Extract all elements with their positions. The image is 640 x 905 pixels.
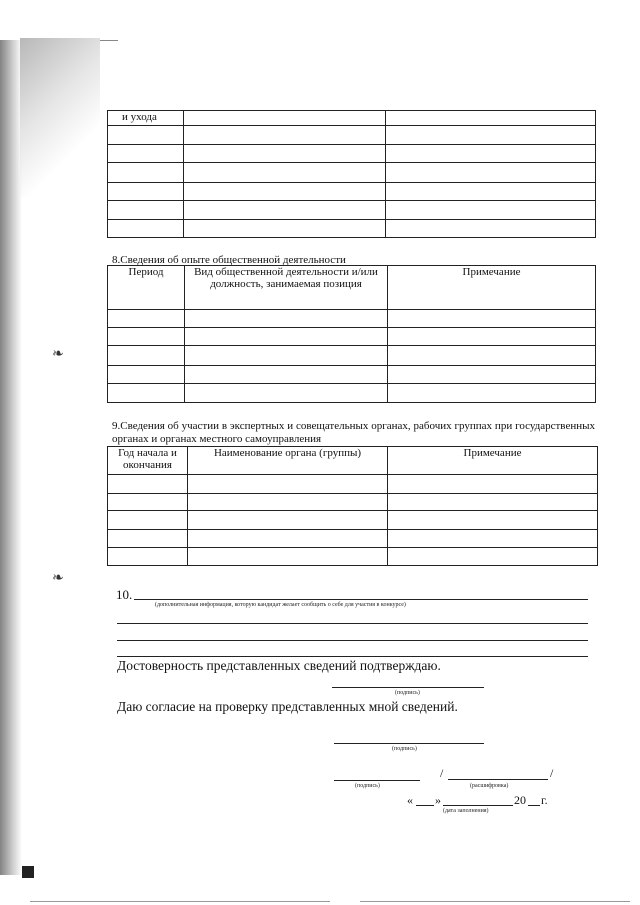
section-10-number: 10. [116, 587, 133, 602]
transcript-line [448, 779, 548, 780]
table-row [108, 548, 598, 566]
transcript-slash-end: / [550, 766, 554, 780]
section-9-heading: 9.Сведения об участии в экспертных и совещательных органах, рабочих группах при государственных органах и органах местного самоуправления [112, 420, 595, 445]
table-row [108, 183, 596, 201]
signature-caption: (подпись) [355, 783, 380, 789]
section-9-table [107, 446, 598, 566]
table-row [108, 201, 596, 220]
table-cell [184, 111, 386, 126]
signature-line [332, 687, 484, 688]
scan-shadow-edge [0, 40, 22, 875]
column-header-note: Примечание [388, 266, 596, 310]
table-row [108, 126, 596, 145]
table-row [108, 346, 596, 366]
column-header-organ: Наименование органа (группы) [188, 447, 388, 475]
additional-info-line [117, 656, 588, 657]
signature-line [334, 780, 420, 781]
table-row [108, 220, 596, 238]
section-8-table [107, 265, 596, 403]
date-year-prefix: 20 [514, 793, 526, 807]
date-month-line [443, 805, 513, 806]
scan-top-line [100, 40, 118, 41]
additional-info-line [117, 640, 588, 641]
date-open-quote: « [407, 793, 413, 807]
scan-bottom-line-right [360, 901, 630, 902]
signature-caption: (подпись) [392, 746, 417, 752]
date-year-line [528, 805, 540, 806]
column-header-period: Период [108, 266, 185, 310]
column-header-years: Год начала и окончания [108, 447, 188, 475]
scan-edge-mark [22, 866, 34, 878]
section-8-heading: 8.Сведения об опыте общественной деятельности [112, 254, 346, 266]
transcript-slash: / [440, 766, 444, 780]
scan-smudge-icon: ❧ [52, 346, 64, 362]
confirmation-statement: Достоверность представленных сведений подтверждаю. [117, 658, 441, 673]
table-row [108, 530, 598, 548]
date-year-suffix: г. [541, 793, 548, 807]
consent-statement: Даю согласие на проверку представленных мной сведений. [117, 699, 458, 714]
column-header-note: Примечание [388, 447, 598, 475]
table-row [108, 366, 596, 384]
additional-info-line [134, 599, 588, 600]
additional-info-caption: (дополнительная информация, которую кандидат желает сообщить о себе для участия в конкурсе) [155, 602, 406, 608]
table-row [108, 163, 596, 183]
table-row [108, 384, 596, 403]
table-row [108, 310, 596, 328]
care-table [107, 110, 596, 238]
table-row [108, 511, 598, 530]
date-caption: (дата заполнения) [443, 808, 489, 814]
signature-line [334, 743, 484, 744]
additional-info-line [117, 623, 588, 624]
column-header-activity: Вид общественной деятельности и/или должность, занимаемая позиция [185, 266, 388, 310]
table-cell [386, 111, 596, 126]
date-close-quote: » [435, 793, 441, 807]
scan-shadow-corner [20, 38, 100, 198]
table-row [108, 328, 596, 346]
table-row [108, 494, 598, 511]
signature-caption: (подпись) [395, 690, 420, 696]
scan-smudge-icon: ❧ [52, 570, 64, 586]
date-day-line [416, 805, 434, 806]
transcript-caption: (расшифровка) [470, 783, 509, 789]
table-row [108, 475, 598, 494]
table-row [108, 145, 596, 163]
scan-bottom-line-left [30, 901, 330, 902]
care-table-first-cell: и ухода [108, 111, 184, 126]
